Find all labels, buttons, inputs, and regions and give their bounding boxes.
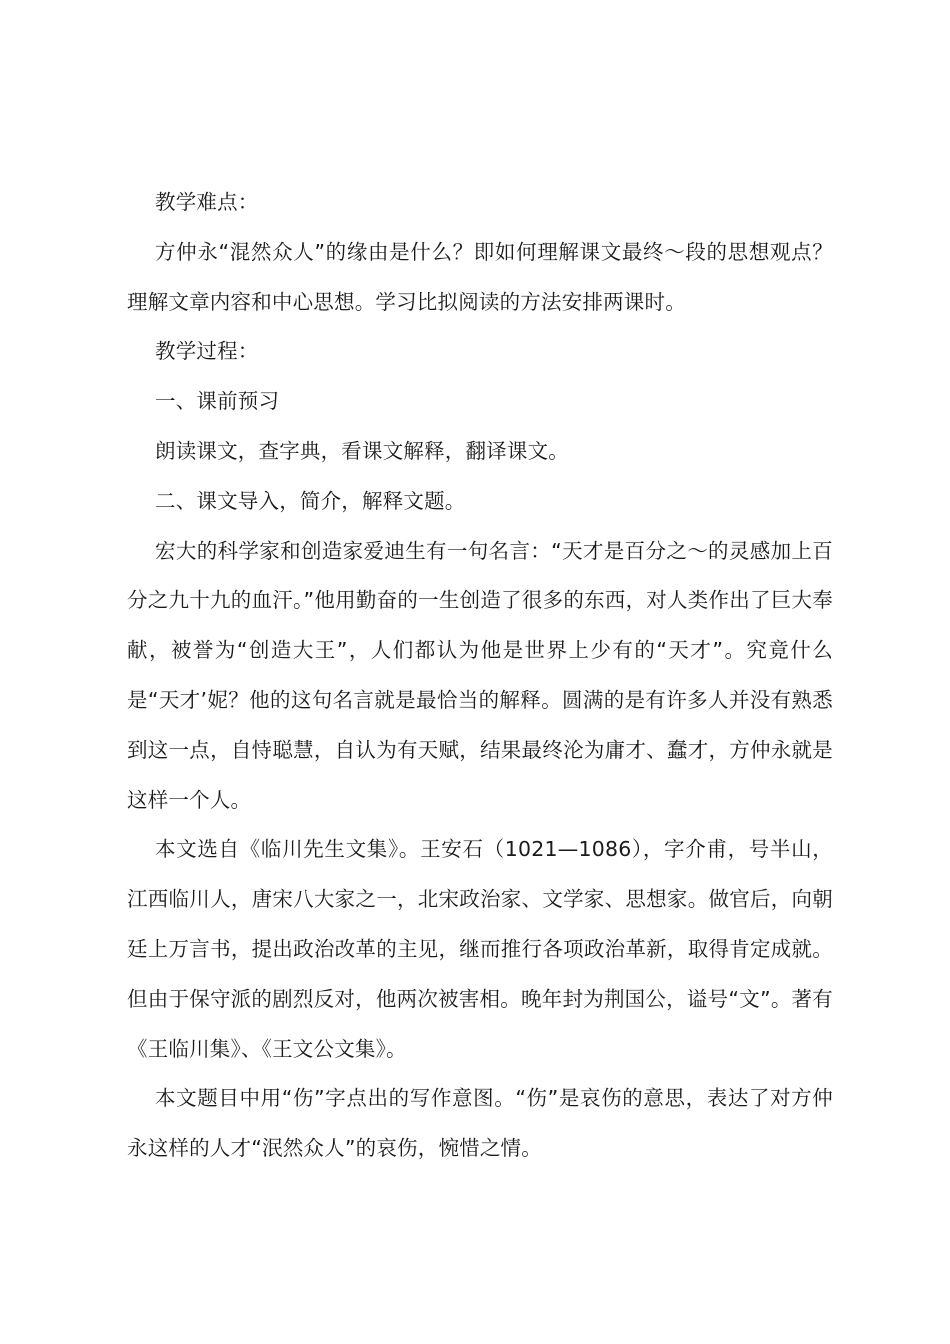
paragraph-preview: 朗读课文，查字典，看课文解释，翻译课文。 (155, 438, 569, 463)
section-introduction: 二、课文导入，简介，解释文题。 (155, 488, 466, 513)
paragraph-wang-anshi: 本文选自《临川先生文集》。王安石（1021—1086），字介甫，号半山，江西临川人，唐宋八大家之一，北宋政治家、文学家、思想家。做官后，向朝廷上万言书，提出政治改革的主见，继而推行各项政治革新，取得肯定成就。但由于保守派的剧烈反对，他两次被害相。晚年封为荆国公，谥号“文”。著有《王临川集》、《王文公文集》。 (127, 837, 833, 1061)
heading-teaching-difficulties: 教学难点： (155, 190, 259, 214)
paragraph-difficulties: 方仲永“混然众人”的缘由是什么？即如何理解课文最终～段的思想观点？理解文章内容和中心思想。学习比拟阅读的方法安排两课时。 (127, 239, 833, 314)
document-body (127, 178, 833, 1174)
paragraph-title-meaning: 本文题目中用“伤”字点出的写作意图。“伤”是哀伤的意思，表达了对方仲永这样的人才“泯然众人”的哀伤，惋惜之情。 (127, 1086, 833, 1161)
section-preview: 一、课前预习 (155, 389, 280, 414)
heading-teaching-process: 教学过程： (155, 339, 259, 364)
paragraph-edison: 宏大的科学家和创造家爱迪生有一句名言：“天才是百分之～的灵感加上百分之九十九的血汗。”他用勤奋的一生创造了很多的东西，对人类作出了巨大奉献，被誉为“创造大王”，人们都认为他是世界上少有的“天才”。究竟什么是“天才’妮？他的这句名言就是最恰当的解释。圆满的是有许多人并没有熟悉到这一点，自恃聪慧，自认为有天赋，结果最终沦为庸才、蠢才，方仲永就是这样一个人。 (127, 538, 833, 812)
